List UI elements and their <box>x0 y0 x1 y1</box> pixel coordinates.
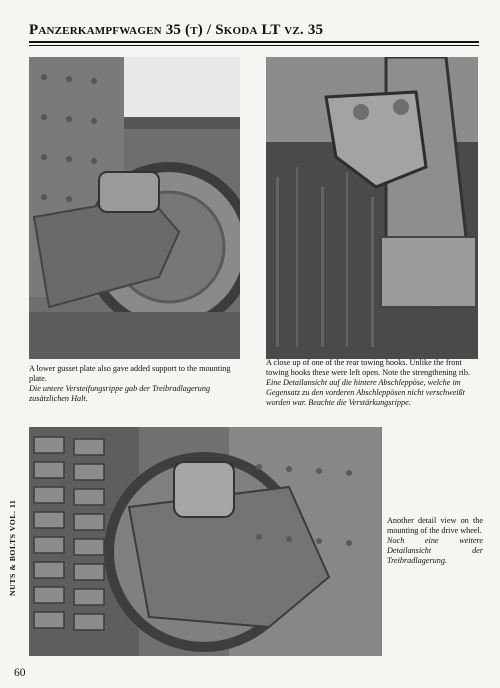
caption-drive-wheel-mounting <box>387 516 483 566</box>
caption-english: Another detail view on the mounting of the drive wheel. <box>387 516 483 535</box>
caption-gusset-plate <box>29 364 244 404</box>
caption-rear-towing-hook <box>266 358 480 408</box>
photo-drive-wheel-mounting <box>29 427 382 656</box>
caption-german: Die untere Versteifungsrippe gab der Treibradlagerung zusätzlichen Halt. <box>29 384 211 403</box>
series-side-label: NUTS & BOLTS VOL. 11 <box>8 499 17 596</box>
header-rule-thick <box>29 41 479 43</box>
photo-gusset-plate <box>29 57 240 359</box>
page-header-title: Panzerkampfwagen 35 (t) / Skoda LT vz. 35 <box>29 22 324 38</box>
caption-english: A lower gusset plate also gave added support to the mounting plate. <box>29 364 231 383</box>
caption-german: Eine Detailansicht auf die hintere Abschleppöse, welche im Gegensatz zu den vorderen Abschleppösen nicht verschweißt worden war. Beachte die Verstärkungsrippe. <box>266 378 465 407</box>
caption-english: A close up of one of the rear towing hooks. Unlike the front towing hooks these were left open. Note the strengthening rib. <box>266 358 470 377</box>
photo-rear-towing-hook <box>266 57 478 359</box>
caption-german: Noch eine weitere Detailansicht der Treibradlagerung. <box>387 536 483 565</box>
header-rule-thin <box>29 45 479 46</box>
page-number: 60 <box>14 667 26 679</box>
